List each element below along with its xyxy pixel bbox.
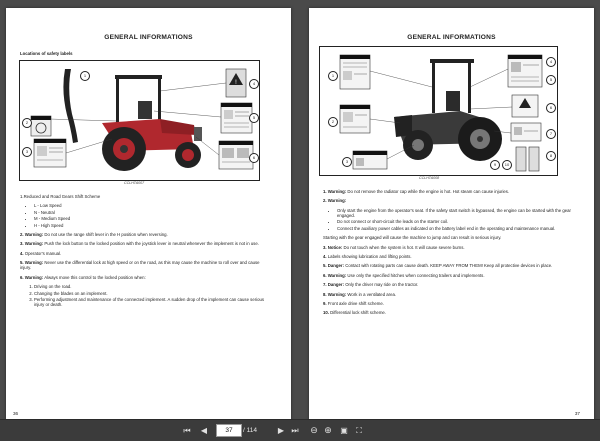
list-item: 2. Changing the blades on an implement. [34, 291, 271, 296]
callout-2: 2 [22, 118, 32, 128]
left-page [6, 8, 291, 420]
callout-4: 4 [249, 79, 259, 89]
list-item: 3. Performing adjustment and maintenance of the connected implement. A sudden drop of the implement can cause serious injury or death. [34, 297, 271, 307]
tractor-illustration [320, 47, 557, 175]
left-body-text [20, 194, 271, 311]
item-2-bullets [323, 208, 574, 231]
figure-caption: CCLHTA008 [419, 176, 440, 180]
item-7: 7. Danger: Only the driver may ride on the tractor. [323, 282, 419, 288]
speed-list [20, 203, 271, 227]
list-item: • M - Medium Speed [34, 216, 271, 221]
item-4: 4. Operator's manual. [20, 250, 62, 256]
page-title: GENERAL INFORMATIONS [104, 34, 193, 41]
item-1-intro: 1.Reduced and Road Gears Shift Scheme [20, 194, 101, 199]
safety-labels-figure [19, 60, 260, 181]
page-number: 37 [574, 411, 580, 416]
callout-6: 6 [249, 153, 259, 163]
item-2: 2. Warning: Do not use the range shift lever in the H position when reversing. [20, 231, 168, 237]
zoom-out-icon[interactable]: ⊖ [310, 425, 318, 435]
figure-caption: CCLHTA007 [124, 181, 145, 185]
page-number-input[interactable] [216, 424, 242, 437]
prev-page-icon[interactable]: ◀ [200, 426, 208, 435]
item-4: 4. Labels showing lubrication and lifting points. [323, 253, 412, 259]
item-2-after: Starting with the gear engaged will cause the machine to jump and can result in serious injury. [323, 235, 502, 241]
callout-3: 3 [22, 147, 32, 157]
item-8: 8. Warning: Work in a ventilated area. [323, 291, 397, 297]
list-item: 1. Driving on the road. [34, 284, 271, 289]
viewer-toolbar [0, 419, 600, 441]
right-page [309, 8, 594, 420]
callout-7: 7 [546, 129, 556, 139]
zoom-in-icon[interactable]: ⊕ [324, 425, 332, 435]
callout-4: 4 [546, 57, 556, 67]
item-6: 6. Warning: Always move this control to the locked position when: [20, 274, 146, 280]
item-3: 3. Notice: Do not touch when the system is hot. It will cause severe burns. [323, 244, 465, 250]
fullscreen-icon[interactable]: ⛶ [356, 426, 362, 435]
callout-8: 8 [546, 151, 556, 161]
list-item: • H - High Speed [34, 223, 271, 228]
safety-labels-figure [319, 46, 558, 176]
callout-3: 3 [342, 157, 352, 167]
next-page-icon[interactable]: ▶ [277, 426, 285, 435]
list-item: • Connect the auxiliary power cables as indicated on the battery label end in the operating and maintenance manual. [337, 226, 574, 231]
item-5: 5. Danger: Contact with rotating parts can cause death. KEEP AWAY FROM THEM! Keep all protective devices in place. [323, 263, 553, 269]
item-5: 5. Warning: Never use the differential lock at high speed or on the road, as this may cause the machine to roll over and cause injury. [20, 260, 260, 271]
callout-9: 9 [490, 160, 500, 170]
locked-conditions-list [20, 284, 271, 307]
item-10: 10. Differential lock shift scheme. [323, 310, 386, 316]
callout-6: 6 [546, 103, 556, 113]
callout-1: 1 [80, 71, 90, 81]
callout-5: 5 [249, 113, 259, 123]
item-9: 9. Front axle drive shift scheme. [323, 300, 384, 306]
item-2: 2. Warning: [323, 198, 347, 204]
page-title: GENERAL INFORMATIONS [407, 34, 496, 41]
item-6: 6. Warning: Use only the specified hitches when connecting trailers and implements. [323, 272, 485, 278]
list-item: • L - Low Speed [34, 203, 271, 208]
callout-2: 2 [328, 117, 338, 127]
fit-page-icon[interactable]: ▣ [340, 426, 348, 435]
section-subheading: Locations of safety labels [20, 51, 73, 56]
list-item: • Do not connect or short-circuit the leads on the starter coil. [337, 219, 574, 224]
page-number: 36 [13, 411, 19, 416]
item-1: 1. Warning: Do not remove the radiator cap while the engine is hot. Hot steam can cause injuries. [323, 189, 510, 194]
last-page-icon[interactable]: ⏭ [291, 426, 299, 435]
list-item: • N - Neutral [34, 210, 271, 215]
page-total-label: / 114 [243, 427, 257, 434]
first-page-icon[interactable]: ⏮ [183, 426, 191, 435]
callout-5: 5 [546, 75, 556, 85]
svg-text:!: ! [235, 80, 237, 86]
right-body-text [323, 189, 574, 320]
list-item: • Only start the engine from the operator's seat. If the safety start switch is bypassed, the engine can be started with the gear engaged. [337, 208, 574, 218]
tractor-illustration [20, 61, 259, 180]
callout-1: 1 [328, 71, 338, 81]
callout-10: 10 [502, 160, 512, 170]
item-3: 3. Warning: Push the lock button to the locked position with the joystick lever in neutral whenever the implement is not in use. [20, 241, 259, 247]
